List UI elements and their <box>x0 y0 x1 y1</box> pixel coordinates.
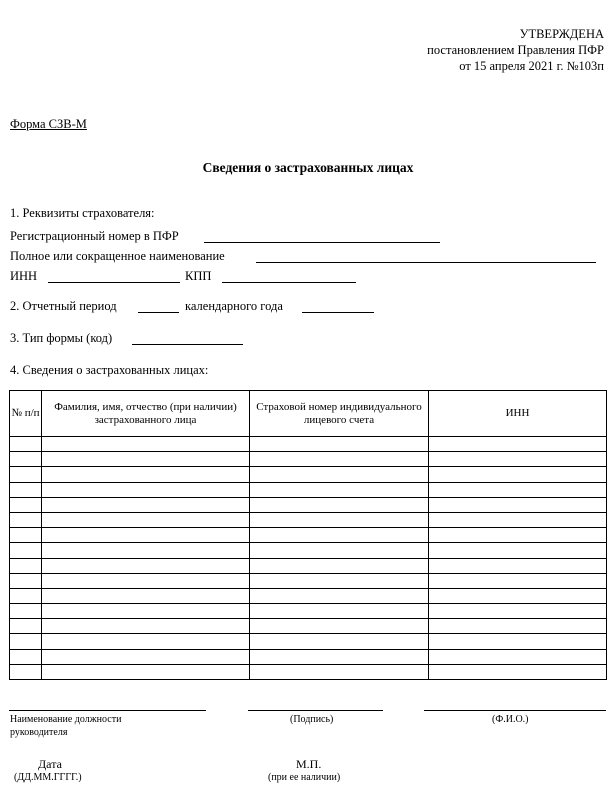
cell-inn[interactable] <box>429 482 607 497</box>
section4-heading: 4. Сведения о застрахованных лицах: <box>10 363 209 377</box>
cell-inn[interactable] <box>429 558 607 573</box>
table-row <box>10 664 607 679</box>
cell-snils[interactable] <box>250 664 429 679</box>
table-row <box>10 528 607 543</box>
cell-number[interactable] <box>10 649 42 664</box>
document-title: Сведения о застрахованных лицах <box>202 160 414 175</box>
cell-inn[interactable] <box>429 649 607 664</box>
cell-full-name[interactable] <box>42 649 250 664</box>
cell-full-name[interactable] <box>42 588 250 603</box>
cell-number[interactable] <box>10 543 42 558</box>
table-row <box>10 634 607 649</box>
cell-snils[interactable] <box>250 482 429 497</box>
cell-number[interactable] <box>10 512 42 527</box>
inn-field[interactable] <box>48 282 180 283</box>
cell-number[interactable] <box>10 619 42 634</box>
cell-snils[interactable] <box>250 512 429 527</box>
cell-inn[interactable] <box>429 588 607 603</box>
section1-heading: 1. Реквизиты страхователя: <box>10 206 155 220</box>
cell-inn[interactable] <box>429 497 607 512</box>
cell-full-name[interactable] <box>42 437 250 452</box>
cell-inn[interactable] <box>429 528 607 543</box>
reg-number-label: Регистрационный номер в ПФР <box>10 229 179 243</box>
stamp-note: (при ее наличии) <box>268 772 341 783</box>
table-row <box>10 649 607 664</box>
date-label: Дата <box>38 757 62 771</box>
cell-snils[interactable] <box>250 634 429 649</box>
header-inn: ИНН <box>429 391 607 437</box>
cell-full-name[interactable] <box>42 664 250 679</box>
cell-inn[interactable] <box>429 573 607 588</box>
cell-full-name[interactable] <box>42 573 250 588</box>
cell-number[interactable] <box>10 558 42 573</box>
kpp-label: КПП <box>185 269 212 283</box>
approval-line-1: УТВЕРЖДЕНА <box>519 27 604 41</box>
cell-number[interactable] <box>10 482 42 497</box>
signature-label: (Подпись) <box>290 714 334 725</box>
cell-full-name[interactable] <box>42 482 250 497</box>
fio-line[interactable] <box>424 710 606 711</box>
cell-full-name[interactable] <box>42 528 250 543</box>
signature-line[interactable] <box>248 710 383 711</box>
cell-full-name[interactable] <box>42 512 250 527</box>
cell-full-name[interactable] <box>42 497 250 512</box>
date-format-label: (ДД.ММ.ГГГГ.) <box>14 772 82 783</box>
insured-persons-table <box>9 390 607 680</box>
table-row <box>10 437 607 452</box>
cell-snils[interactable] <box>250 573 429 588</box>
cell-inn[interactable] <box>429 512 607 527</box>
header-number: № п/п <box>10 391 42 437</box>
cell-full-name[interactable] <box>42 558 250 573</box>
table-row <box>10 543 607 558</box>
table-row <box>10 558 607 573</box>
cell-full-name[interactable] <box>42 604 250 619</box>
table-row <box>10 497 607 512</box>
cell-full-name[interactable] <box>42 452 250 467</box>
cell-number[interactable] <box>10 497 42 512</box>
cell-number[interactable] <box>10 573 42 588</box>
name-label: Полное или сокращенное наименование <box>10 249 225 263</box>
table-row <box>10 604 607 619</box>
table-row <box>10 452 607 467</box>
cell-inn[interactable] <box>429 634 607 649</box>
fio-label: (Ф.И.О.) <box>492 714 529 725</box>
position-line[interactable] <box>9 710 206 711</box>
header-snils: Страховой номер индивидуального лицевого счета <box>250 391 429 437</box>
cell-number[interactable] <box>10 634 42 649</box>
kpp-field[interactable] <box>222 282 356 283</box>
approval-line-2: постановлением Правления ПФР <box>427 43 604 57</box>
table-row <box>10 512 607 527</box>
cell-inn[interactable] <box>429 467 607 482</box>
cell-inn[interactable] <box>429 543 607 558</box>
name-field[interactable] <box>256 262 596 263</box>
cell-number[interactable] <box>10 528 42 543</box>
cell-snils[interactable] <box>250 619 429 634</box>
table-row <box>10 619 607 634</box>
cell-snils[interactable] <box>250 437 429 452</box>
table-row <box>10 573 607 588</box>
table-header-row <box>10 391 607 437</box>
cell-inn[interactable] <box>429 619 607 634</box>
approval-block <box>427 26 604 74</box>
cell-inn[interactable] <box>429 604 607 619</box>
approval-line-3: от 15 апреля 2021 г. №103п <box>459 59 604 73</box>
form-type-field[interactable] <box>132 344 243 345</box>
table-row <box>10 482 607 497</box>
cell-number[interactable] <box>10 604 42 619</box>
calendar-year-field[interactable] <box>302 312 374 313</box>
cell-inn[interactable] <box>429 437 607 452</box>
inn-label: ИНН <box>10 269 38 283</box>
cell-snils[interactable] <box>250 649 429 664</box>
calendar-year-label: календарного года <box>185 299 283 313</box>
cell-number[interactable] <box>10 437 42 452</box>
cell-inn[interactable] <box>429 452 607 467</box>
cell-full-name[interactable] <box>42 543 250 558</box>
cell-number[interactable] <box>10 452 42 467</box>
cell-snils[interactable] <box>250 452 429 467</box>
cell-snils[interactable] <box>250 543 429 558</box>
cell-number[interactable] <box>10 588 42 603</box>
cell-snils[interactable] <box>250 558 429 573</box>
cell-snils[interactable] <box>250 528 429 543</box>
table-row <box>10 588 607 603</box>
stamp-label: М.П. <box>296 757 322 771</box>
cell-snils[interactable] <box>250 604 429 619</box>
table-row <box>10 467 607 482</box>
cell-snils[interactable] <box>250 467 429 482</box>
position-label: Наименование должности руководителя <box>10 714 122 738</box>
cell-number[interactable] <box>10 467 42 482</box>
cell-snils[interactable] <box>250 497 429 512</box>
reporting-period-label: 2. Отчетный период <box>10 299 117 313</box>
cell-snils[interactable] <box>250 588 429 603</box>
cell-full-name[interactable] <box>42 467 250 482</box>
cell-full-name[interactable] <box>42 619 250 634</box>
cell-full-name[interactable] <box>42 634 250 649</box>
reporting-period-field[interactable] <box>138 312 179 313</box>
reg-number-field[interactable] <box>204 242 440 243</box>
cell-inn[interactable] <box>429 664 607 679</box>
header-full-name: Фамилия, имя, отчество (при наличии) застрахованного лица <box>42 391 250 437</box>
form-type-label: 3. Тип формы (код) <box>10 331 113 345</box>
form-name: Форма СЗВ-М <box>10 117 87 131</box>
table-body <box>10 437 607 680</box>
cell-number[interactable] <box>10 664 42 679</box>
